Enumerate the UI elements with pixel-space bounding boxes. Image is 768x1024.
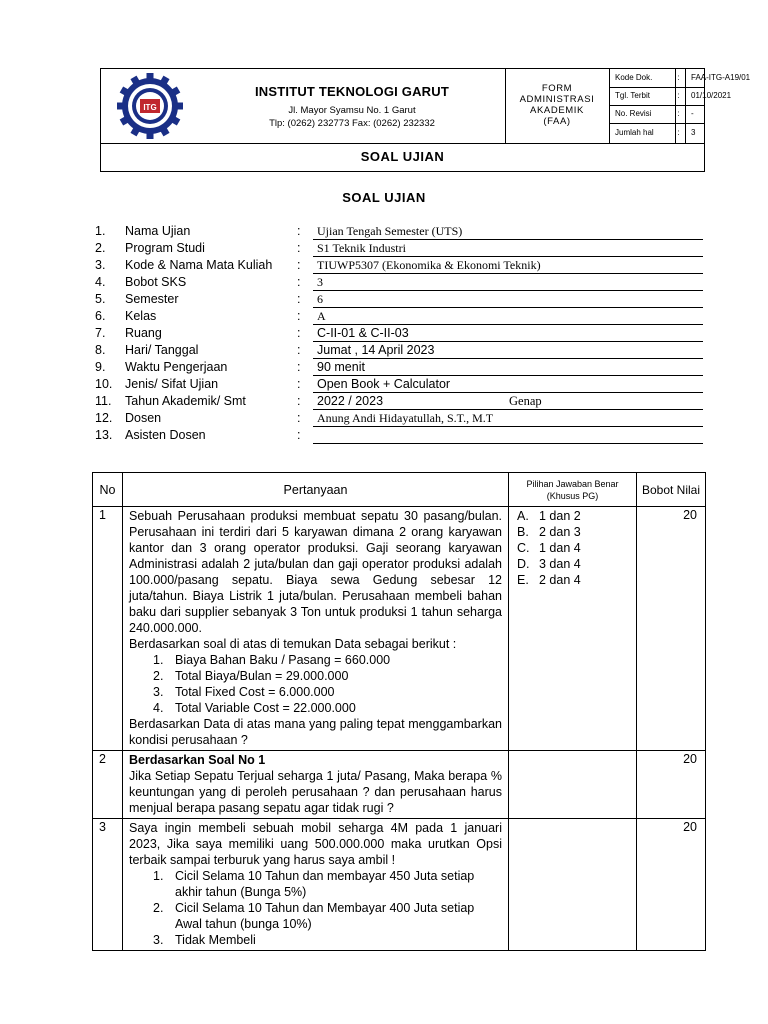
data-list	[129, 652, 502, 716]
question-text	[123, 507, 509, 751]
list-item: 1. Biaya Bahan Baku / Pasang = 660.000	[153, 653, 391, 667]
meta-colon: :	[675, 69, 681, 87]
institution-name: INSTITUT TEKNOLOGI GARUT	[254, 84, 449, 99]
option-item: D. 3 dan 4	[517, 557, 581, 571]
logo-text: ITG	[143, 103, 157, 112]
logo-cell	[101, 69, 199, 143]
info-number: 1.	[95, 224, 106, 238]
table-row	[93, 751, 706, 819]
info-colon: :	[297, 309, 301, 323]
list-item: 2. Total Biaya/Bulan = 29.000.000	[153, 669, 349, 683]
form-line: ADMINISTRASI	[519, 94, 595, 105]
institution-cell	[199, 69, 506, 143]
institution-logo	[101, 69, 199, 143]
form-line: AKADEMIK	[530, 105, 584, 116]
info-value: C-II-01 & C-II-03	[313, 326, 703, 342]
info-colon: :	[297, 292, 301, 306]
question-paragraph: Saya ingin membeli sebuah mobil seharga 4M pada 1 januari 2023, Jika saya memiliki uang 500.000.000 maka urutkan Opsi terbaik sampai terburuk yang harus saya ambil !	[129, 821, 502, 867]
list-item: 3. Total Fixed Cost = 6.000.000	[153, 685, 335, 699]
info-number: 9.	[95, 360, 106, 374]
info-number: 11.	[95, 394, 112, 408]
question-number: 3	[93, 819, 123, 951]
semester-type: Genap	[509, 394, 542, 408]
info-value: TIUWP5307 (Ekonomika & Ekonomi Teknik)	[313, 258, 703, 274]
meta-label: No. Revisi	[615, 109, 652, 118]
answer-options	[509, 507, 637, 751]
question-text	[123, 751, 509, 819]
info-label: Hari/ Tanggal	[125, 343, 199, 357]
option-item: E. 2 dan 4	[517, 573, 581, 587]
info-label: Tahun Akademik/ Smt	[125, 394, 246, 408]
meta-row-jumlah	[609, 123, 704, 143]
option-item: C. 1 dan 4	[517, 541, 581, 555]
meta-row-revisi	[609, 105, 704, 124]
info-label: Nama Ujian	[125, 224, 191, 238]
info-colon: :	[297, 411, 301, 425]
info-label: Dosen	[125, 411, 162, 425]
question-paragraph: Sebuah Perusahaan produksi membuat sepatu 30 pasang/bulan. Perusahaan ini terdiri dari 5 karyawan dimana 2 orang karyawan kantor dan 3 orang operator produksi. Gaji seorang karyawan Administrasi adalah 2 juta/bulan dan gaji operator produksi adalah 100.000/pasang sepatu. Biaya sewa Gedung sebesar 12 juta/tahun. Biaya Listrik 1 juta/bulan. Perusahaan membeli bahan baku dari supplier sebanyak 3 Ton untuk produksi 1 tahun seharga 240.000.000.	[129, 509, 502, 635]
info-colon: :	[297, 258, 301, 272]
info-number: 7.	[95, 326, 106, 340]
info-label: Kelas	[125, 309, 157, 323]
document-header	[100, 68, 751, 172]
institution-phone: Tlp: (0262) 232773 Fax: (0262) 232332	[269, 118, 435, 129]
header-no: No	[93, 473, 123, 507]
info-value: S1 Teknik Industri	[313, 241, 703, 257]
info-value	[313, 428, 703, 444]
question-paragraph: Berdasarkan Data di atas mana yang paling tepat menggambarkan kondisi perusahaan ?	[129, 717, 502, 747]
list-item: 3. Tidak Membeli	[153, 933, 256, 947]
info-value: Jumat , 14 April 2023	[313, 343, 703, 359]
info-number: 2.	[95, 241, 106, 255]
form-line: (FAA)	[543, 116, 571, 127]
questions-table	[92, 472, 706, 951]
meta-label: Kode Dok.	[615, 73, 653, 82]
info-colon: :	[297, 326, 301, 340]
header-top-row	[101, 69, 751, 144]
form-line: FORM	[541, 83, 573, 94]
table-header-row	[93, 473, 706, 507]
info-value: Anung Andi Hidayatullah, S.T., M.T	[313, 411, 703, 427]
meta-row-kode	[609, 69, 751, 88]
info-value: Open Book + Calculator	[313, 377, 703, 393]
info-label: Ruang	[125, 326, 162, 340]
question-weight: 20	[637, 507, 706, 751]
info-value: 3	[313, 275, 703, 291]
info-value: Ujian Tengah Semester (UTS)	[313, 224, 703, 240]
meta-row-terbit	[609, 87, 732, 106]
header-subtitle: SOAL UJIAN	[360, 149, 445, 164]
meta-colon: :	[675, 123, 681, 143]
info-label: Semester	[125, 292, 179, 306]
info-colon: :	[297, 343, 301, 357]
info-colon: :	[297, 241, 301, 255]
document-meta	[609, 69, 751, 143]
list-item: 2. Cicil Selama 10 Tahun dan Membayar 400 Juta setiap Awal tahun (bunga 10%)	[153, 901, 475, 931]
info-colon: :	[297, 428, 301, 442]
question-heading: Berdasarkan Soal No 1	[129, 753, 266, 767]
list-item: 4. Total Variable Cost = 22.000.000	[153, 701, 356, 715]
info-colon: :	[297, 360, 301, 374]
question-paragraph: Jika Setiap Sepatu Terjual seharga 1 juta/ Pasang, Maka berapa % keuntungan yang di peroleh perusahaan ? dan perusahaan harus menjual berapa pasang sepatu agar tidak rugi ?	[129, 769, 502, 815]
info-label: Program Studi	[125, 241, 205, 255]
question-text	[123, 819, 509, 951]
info-colon: :	[297, 377, 301, 391]
info-label: Kode & Nama Mata Kuliah	[125, 258, 273, 272]
info-number: 13.	[95, 428, 113, 442]
info-colon: :	[297, 224, 301, 238]
answer-options	[509, 751, 637, 819]
header-options: Pilihan Jawaban Benar (Khusus PG)	[509, 473, 637, 507]
header-bobot: Bobot Nilai	[637, 473, 706, 507]
page-title: SOAL UJIAN	[342, 190, 426, 205]
info-value: 6	[313, 292, 703, 308]
question-number: 2	[93, 751, 123, 819]
option-item: A. 1 dan 2	[517, 509, 581, 523]
question-paragraph: Berdasarkan soal di atas di temukan Data sebagai berikut :	[129, 637, 457, 651]
info-number: 4.	[95, 275, 106, 289]
option-list	[129, 868, 502, 948]
question-number: 1	[93, 507, 123, 751]
info-label: Waktu Pengerjaan	[125, 360, 228, 374]
info-colon: :	[297, 394, 301, 408]
question-weight: 20	[637, 819, 706, 951]
table-row	[93, 507, 706, 751]
table-row	[93, 819, 706, 951]
header-question: Pertanyaan	[123, 473, 509, 507]
info-number: 6.	[95, 309, 106, 323]
info-number: 5.	[95, 292, 106, 306]
meta-value: 3	[691, 128, 696, 137]
info-label: Jenis/ Sifat Ujian	[125, 377, 219, 391]
info-label: Bobot SKS	[125, 275, 187, 289]
answer-options	[509, 819, 637, 951]
info-value: A	[313, 309, 703, 325]
meta-label: Tgl. Terbit	[615, 91, 650, 100]
meta-colon: :	[675, 87, 681, 105]
academic-year: 2022 / 2023	[317, 394, 384, 408]
info-value: 90 menit	[313, 360, 703, 376]
info-value	[313, 394, 703, 410]
info-colon: :	[297, 275, 301, 289]
meta-value: FAA-ITG-A19/01	[691, 73, 751, 82]
info-number: 8.	[95, 343, 106, 357]
info-label: Asisten Dosen	[125, 428, 206, 442]
list-item: 1. Cicil Selama 10 Tahun dan membayar 450 Juta setiap akhir tahun (Bunga 5%)	[153, 869, 475, 899]
option-item: B. 2 dan 3	[517, 525, 581, 539]
meta-value: -	[691, 109, 694, 118]
institution-address: Jl. Mayor Syamsu No. 1 Garut	[288, 105, 416, 116]
form-type-cell	[505, 69, 610, 143]
info-number: 12.	[95, 411, 113, 425]
question-weight: 20	[637, 751, 706, 819]
info-number: 3.	[95, 258, 106, 272]
info-number: 10.	[95, 377, 113, 391]
meta-colon: :	[675, 105, 681, 123]
meta-value: 01/10/2021	[691, 91, 732, 100]
meta-label: Jumlah hal	[615, 128, 654, 137]
